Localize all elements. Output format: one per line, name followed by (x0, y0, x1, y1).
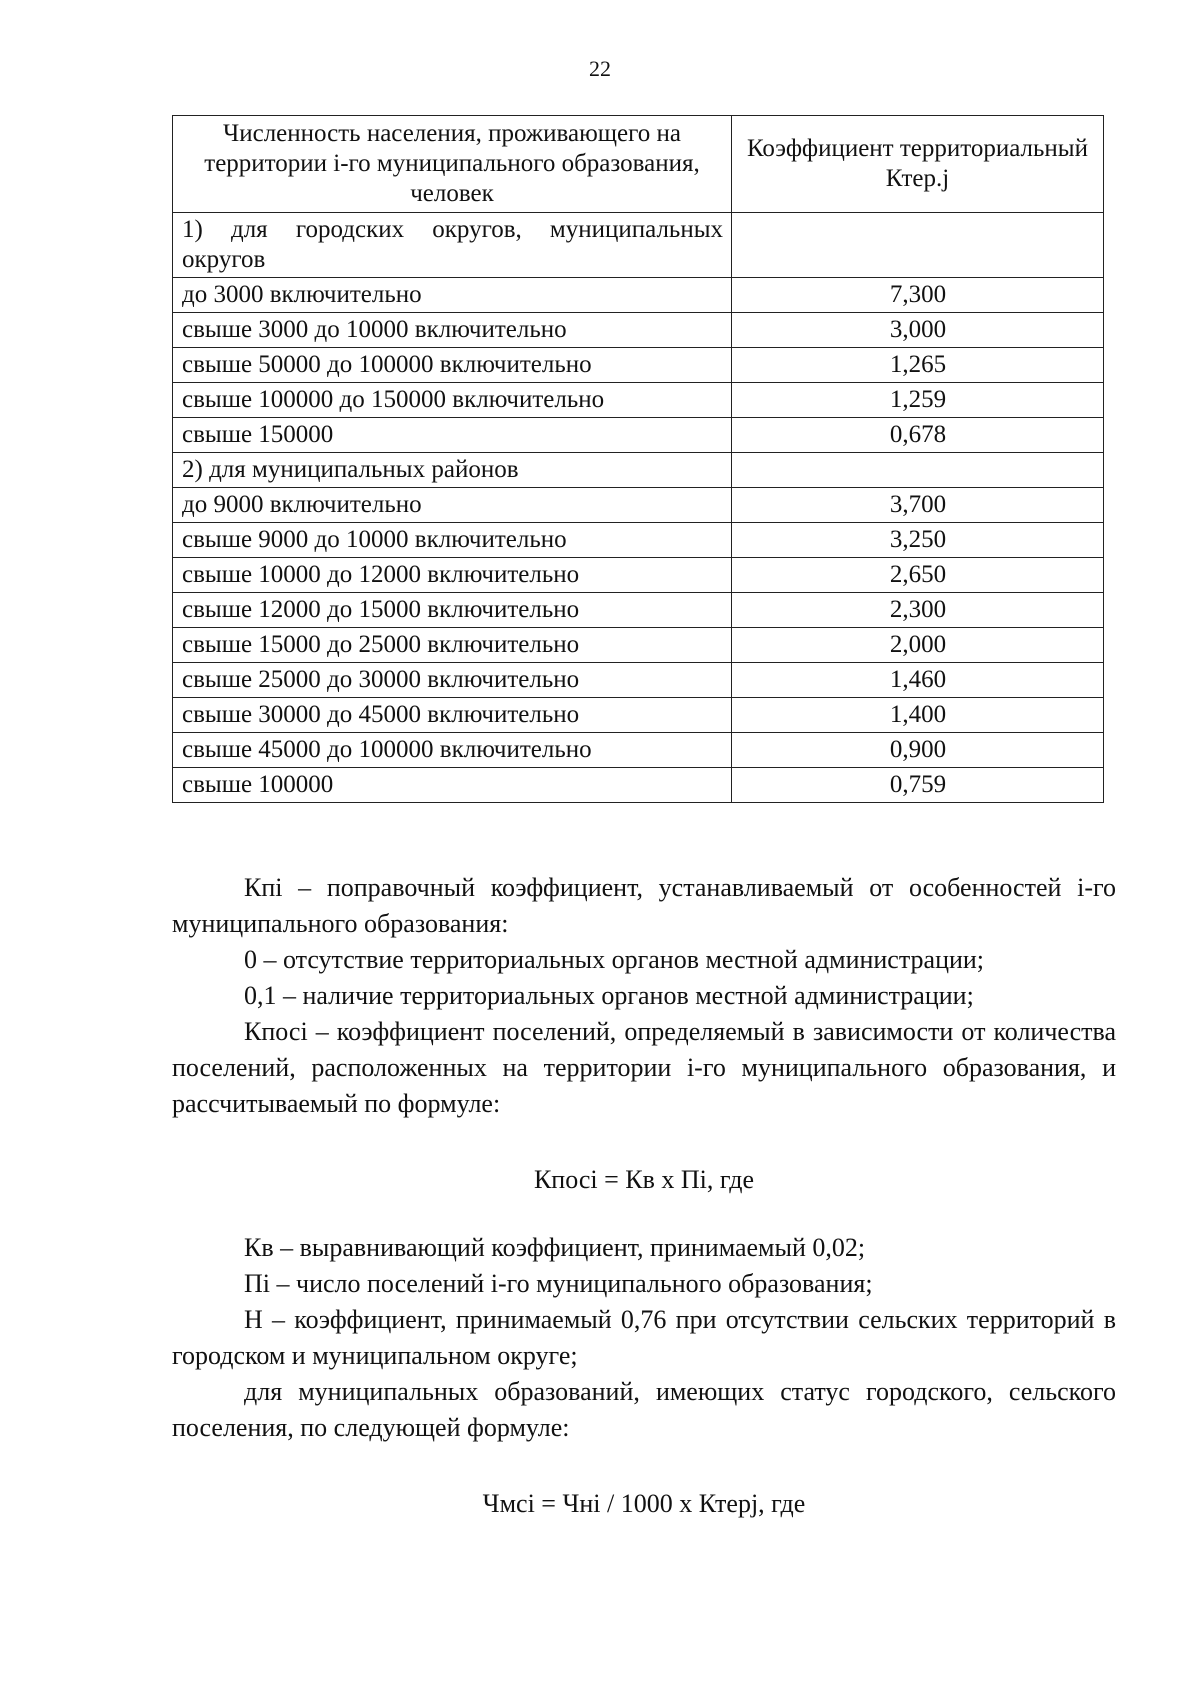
table-row (173, 558, 1104, 593)
table-row (173, 383, 1104, 418)
table-row (173, 593, 1104, 628)
value-cell: 0,678 (732, 418, 1104, 453)
group-empty-cell (732, 213, 1104, 278)
table-row (173, 768, 1104, 803)
value-cell: 3,000 (732, 313, 1104, 348)
group-row-districts (173, 453, 1104, 488)
formula-chms: Чмсi = Чнi / 1000 х Ктерj, где (482, 1489, 806, 1518)
formula-kpos: Кпосi = Кв х Пi, где (533, 1165, 755, 1194)
paragraph-kpi-01: 0,1 – наличие территориальных органов местной администрации; (244, 981, 974, 1010)
group-row-urban (173, 213, 1104, 278)
table-row (173, 628, 1104, 663)
table-header-row (173, 116, 1104, 213)
table-row (173, 663, 1104, 698)
range-cell: свыше 3000 до 10000 включительно (173, 313, 732, 348)
range-cell: свыше 45000 до 100000 включительно (173, 733, 732, 768)
paragraph-pi: Пi – число поселений i-го муниципального образования; (244, 1269, 873, 1298)
table-row (173, 418, 1104, 453)
body-text (172, 870, 1116, 1554)
value-cell: 1,259 (732, 383, 1104, 418)
table-row (173, 523, 1104, 558)
range-cell: свыше 150000 (173, 418, 732, 453)
range-cell: свыше 15000 до 25000 включительно (173, 628, 732, 663)
group-empty-cell (732, 453, 1104, 488)
page-number: 22 (589, 56, 611, 81)
table-row (173, 488, 1104, 523)
value-cell: 7,300 (732, 278, 1104, 313)
value-cell: 1,265 (732, 348, 1104, 383)
range-cell: до 3000 включительно (173, 278, 732, 313)
range-cell: свыше 12000 до 15000 включительно (173, 593, 732, 628)
value-cell: 1,400 (732, 698, 1104, 733)
value-cell: 1,460 (732, 663, 1104, 698)
paragraph-kpi: Кпi – поправочный коэффициент, устанавливаемый от особенностей i-го муниципального образования: (172, 873, 1116, 938)
range-cell: свыше 100000 (173, 768, 732, 803)
table-row (173, 733, 1104, 768)
table-row (173, 313, 1104, 348)
range-cell: свыше 10000 до 12000 включительно (173, 558, 732, 593)
range-cell: свыше 9000 до 10000 включительно (173, 523, 732, 558)
value-cell: 3,250 (732, 523, 1104, 558)
range-cell: до 9000 включительно (173, 488, 732, 523)
value-cell: 2,650 (732, 558, 1104, 593)
header-population: Численность населения, проживающего на территории i-го муниципального образования, человек (173, 116, 732, 213)
header-coefficient: Коэффициент территориальный Ктер.j (732, 116, 1104, 213)
table-row (173, 278, 1104, 313)
value-cell: 3,700 (732, 488, 1104, 523)
value-cell: 0,900 (732, 733, 1104, 768)
range-cell: свыше 50000 до 100000 включительно (173, 348, 732, 383)
group-label: 1) для городских округов, муниципальных округов (173, 213, 732, 278)
paragraph-n: Н – коэффициент, принимаемый 0,76 при отсутствии сельских территорий в городском и муниципальном округе; (172, 1305, 1116, 1370)
value-cell: 2,300 (732, 593, 1104, 628)
territorial-coefficient-table (172, 115, 1104, 803)
value-cell: 2,000 (732, 628, 1104, 663)
paragraph-kv: Кв – выравнивающий коэффициент, принимаемый 0,02; (244, 1233, 866, 1262)
table-row (173, 698, 1104, 733)
range-cell: свыше 30000 до 45000 включительно (173, 698, 732, 733)
range-cell: свыше 25000 до 30000 включительно (173, 663, 732, 698)
group-label: 2) для муниципальных районов (173, 453, 732, 488)
paragraph-settlements: для муниципальных образований, имеющих статус городского, сельского поселения, по следующей формуле: (172, 1377, 1116, 1442)
paragraph-kpos: Кпосi – коэффициент поселений, определяемый в зависимости от количества поселений, расположенных на территории i-го муниципального образования, и рассчитываемый по формуле: (172, 1017, 1116, 1118)
paragraph-kpi-0: 0 – отсутствие территориальных органов местной администрации; (244, 945, 985, 974)
value-cell: 0,759 (732, 768, 1104, 803)
range-cell: свыше 100000 до 150000 включительно (173, 383, 732, 418)
table-row (173, 348, 1104, 383)
